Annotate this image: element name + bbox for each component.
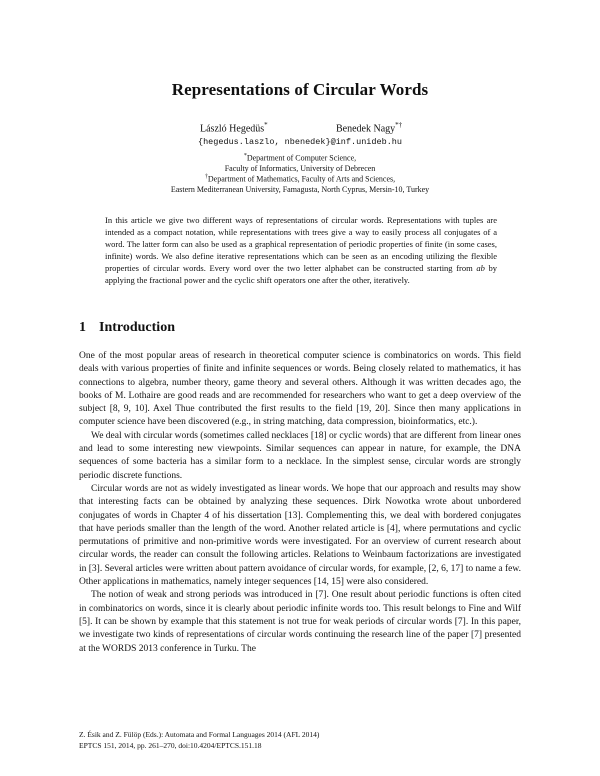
affiliation-2-mark: † xyxy=(204,174,208,180)
paragraph-4: The notion of weak and strong periods was introduced in [7]. One result about periodic functions is often cited in combinatorics on words, since it is clearly about periodic infinite words too. This result belongs to Fine and Wilf [5]. It can be shown by example that this statement is not true for weak periods of circular words [7]. In this paper, we investigate two kinds of representations of circular words continuing the research line of the paper [7] presented at the WORDS 2013 conference in Turku. The xyxy=(79,590,521,654)
affiliation-1-mark: * xyxy=(243,153,247,159)
section-number: 1 xyxy=(79,320,86,335)
author-1-mark: * xyxy=(264,121,268,129)
affiliation-2 xyxy=(0,172,600,196)
abstract-word-ab: ab xyxy=(476,262,485,273)
affiliation-1-line-2: Faculty of Informatics, University of Debrecen xyxy=(224,164,376,174)
footer-line-1: Z. Ésik and Z. Fülöp (Eds.): Automata and Formal Languages 2014 (AFL 2014) xyxy=(79,730,320,739)
author-2-name: Benedek Nagy xyxy=(336,123,396,135)
author-1 xyxy=(200,121,268,134)
page-footer xyxy=(79,730,521,751)
footer-line-2: EPTCS 151, 2014, pp. 261–270, doi:10.4204/EPTCS.151.18 xyxy=(79,740,262,750)
author-2-mark: *† xyxy=(395,121,403,129)
affiliation-2-line-2: Eastern Mediterranean University, Famagusta, North Cyprus, Mersin-10, Turkey xyxy=(170,185,430,195)
paragraph-3: Circular words are not as widely investigated as linear words. We hope that our approach and results may show that interesting facts can be obtained by analyzing these sequences. Dirk Nowotka wrote about unbordered conjugates of words in Chapter 4 of his dissertation [13]. Complementing this, we deal with bordered conjugates that have periods smaller than the length of the word. Another related article is [4], where permutations and cyclic permutations of primitive and non-primitive words were investigated. For an overview of current research about circular words, the reader can consult the following articles. Relations to Weinbaum factorizations are investigated in [3]. Several articles were written about pattern avoidance of circular words, for example, [2, 6, 17] to name a few. Other applications in mathematics, namely integer sequences [14, 15] were also considered. xyxy=(79,483,522,588)
section-title: Introduction xyxy=(99,320,175,335)
abstract xyxy=(105,215,497,286)
section-heading-introduction xyxy=(79,320,175,336)
paper-title: Representations of Circular Words xyxy=(171,80,429,99)
introduction-body xyxy=(79,350,521,656)
author-1-name: László Hegedüs xyxy=(200,123,265,135)
affiliation-1-line-1: Department of Computer Science, xyxy=(246,153,357,163)
abstract-text-1: In this article we give two different ways of representations of circular words. Representations with tuples are intended as a compact notation, while representations with trees give a way to easily process all conjugates of a word. The latter form can also be used as a graphical representation of periodic properties of finite (in some cases, infinite) words. We also define iterative representations which can be seen as an encoding utilizing the flexible properties of circular words. Every word over the two letter alphabet can be constructed starting from xyxy=(105,215,497,273)
paragraph-1: One of the most popular areas of research in theoretical computer science is combinatorics on words. This field deals with various properties of finite and infinite sequences or words. Being closely related to mathematics, it has connections to algebra, number theory, game theory and several others. Although it was written decades ago, the books of M. Lothaire are good reads and are recommended for researchers who want to get a deep overview of the subject [8, 9, 10]. Axel Thue contributed the first results to the field [19, 20]. Since then many applications in computer science have been discovered (e.g., in string matching, data compression, bioinformatics, etc.). xyxy=(79,351,521,428)
author-emails: {hegedus.laszlo, nbenedek}@inf.unideb.hu xyxy=(197,137,403,147)
author-2 xyxy=(336,121,402,134)
author-list xyxy=(0,121,600,135)
abstract-text-2: by applying the fractional power and the cyclic shift operators one after the other, iteratively. xyxy=(105,262,497,285)
affiliation-2-line-1: Department of Mathematics, Faculty of Arts and Sciences, xyxy=(207,174,396,184)
paragraph-2: We deal with circular words (sometimes called necklaces [18] or cyclic words) that are different from linear ones and lead to some interesting new viewpoints. Similar sequences can appear in nature, for example, the DNA sequences of some bacteria has a similar form to a necklace. In the simplest sense, circular words are strongly periodic discrete functions. xyxy=(79,430,521,481)
